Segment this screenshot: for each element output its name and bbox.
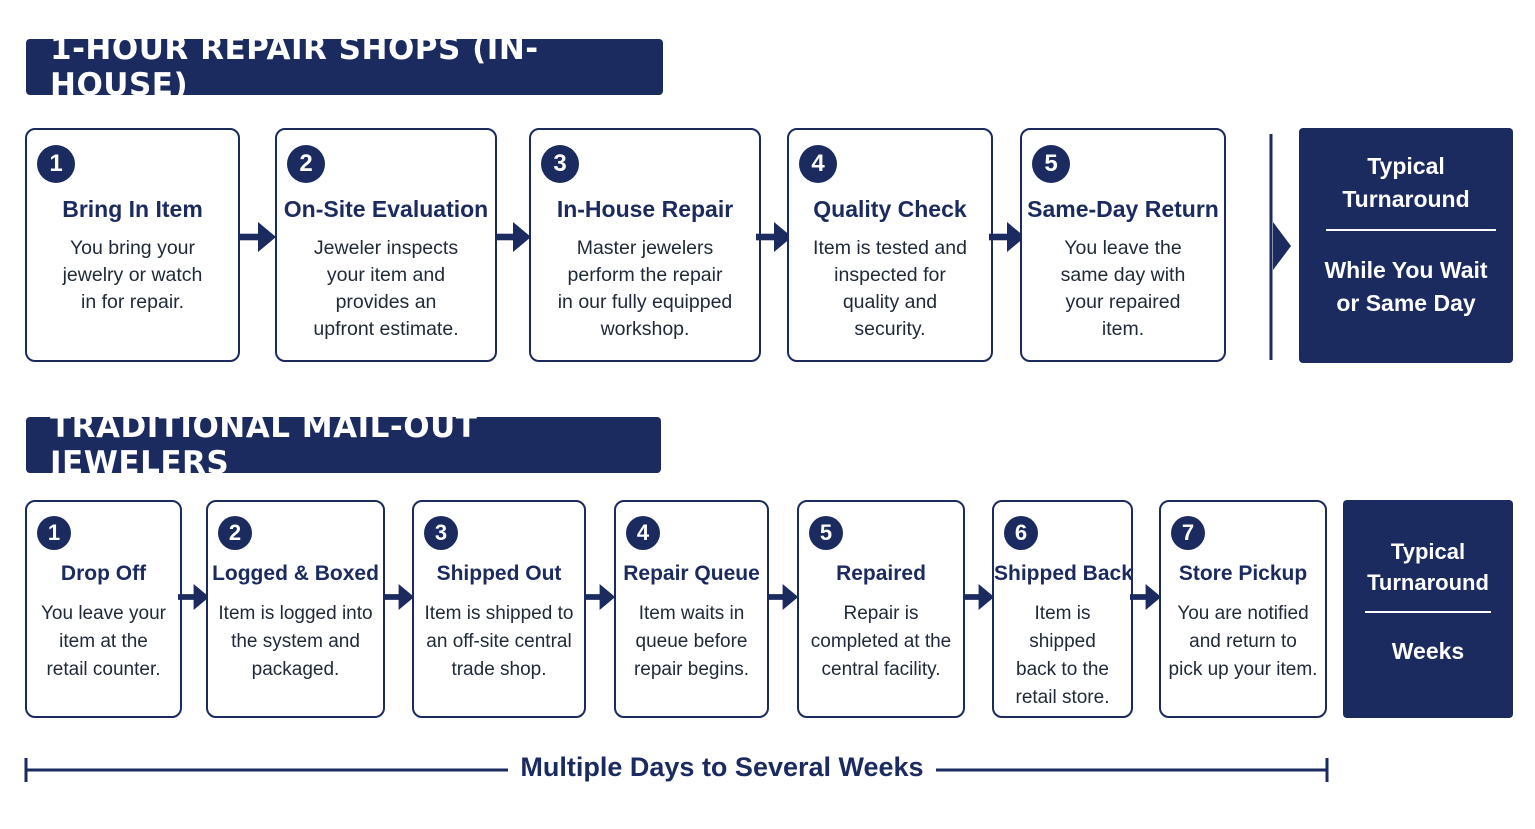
step-card xyxy=(992,500,1133,718)
turnaround-value xyxy=(1299,254,1513,320)
mail-out-heading: TRADITIONAL MAIL-OUT JEWELERS xyxy=(26,417,661,473)
step-description-line: retail store. xyxy=(1015,687,1110,708)
step-description xyxy=(537,235,753,343)
step-number-badge: 1 xyxy=(37,145,75,183)
step-description-line: and return to xyxy=(1189,631,1297,652)
step-number-badge: 2 xyxy=(287,145,325,183)
step-description-line: the system and xyxy=(231,631,360,652)
step-description-line: repair begins. xyxy=(633,659,750,680)
step-arrow-icon xyxy=(1130,584,1161,610)
step-title: Repair Queue xyxy=(623,562,760,585)
step-description-line: pick up your item. xyxy=(1168,659,1318,680)
turnaround-label-line: Typical xyxy=(1367,153,1445,179)
step-card xyxy=(25,128,240,362)
step-description-line: You leave your xyxy=(40,603,166,624)
step-description-line: item at the xyxy=(59,631,148,652)
step-description-line: You bring your xyxy=(69,237,196,259)
step-description xyxy=(622,600,761,684)
step-description xyxy=(795,235,985,343)
step-description xyxy=(33,600,174,684)
step-description-line: same day with xyxy=(1060,264,1186,286)
step-description-line: central facility. xyxy=(821,659,941,680)
step-description-line: back to the xyxy=(1016,659,1109,680)
turnaround-label xyxy=(1343,536,1513,598)
step-description-line: an off-site central xyxy=(426,631,572,652)
step-description-line: in for repair. xyxy=(81,291,184,313)
step-title: Logged & Boxed xyxy=(212,562,379,585)
turnaround-value-line: Weeks xyxy=(1391,638,1465,664)
step-description-line: trade shop. xyxy=(451,659,547,680)
step-description xyxy=(283,235,489,343)
step-card xyxy=(206,500,385,718)
step-arrow-icon xyxy=(240,222,276,252)
turnaround-value-line: or Same Day xyxy=(1336,290,1476,316)
mail-out-turnaround-box xyxy=(1343,500,1513,718)
turnaround-divider xyxy=(1326,229,1496,231)
step-description-line: perform the repair xyxy=(567,264,723,286)
step-description-line: Item is shipped xyxy=(1029,603,1096,652)
step-description-line: workshop. xyxy=(600,318,690,340)
step-description-line: Master jewelers xyxy=(576,237,714,259)
step-arrow-icon xyxy=(383,584,414,610)
step-card xyxy=(275,128,497,362)
step-number-badge: 6 xyxy=(1004,516,1038,550)
step-title: On-Site Evaluation xyxy=(283,196,489,222)
step-description-line: your item and xyxy=(326,264,446,286)
in-house-turnaround-box xyxy=(1299,128,1513,363)
step-description-line: Item is tested and xyxy=(813,237,967,259)
turnaround-value xyxy=(1343,636,1513,667)
step-description-line: packaged. xyxy=(251,659,340,680)
step-title: Repaired xyxy=(836,562,926,585)
step-description xyxy=(33,235,232,316)
step-description xyxy=(1000,600,1125,712)
step-description xyxy=(214,600,377,684)
step-card xyxy=(412,500,586,718)
step-arrow-icon xyxy=(178,584,209,610)
step-description-line: Repair is xyxy=(843,603,919,624)
in-house-divider xyxy=(1265,130,1295,365)
step-title: Store Pickup xyxy=(1178,562,1308,585)
step-description-line: item. xyxy=(1101,318,1145,340)
step-title: Quality Check xyxy=(813,196,967,222)
step-description-line: inspected for xyxy=(834,264,946,286)
step-description-line: security. xyxy=(854,318,926,340)
step-description xyxy=(420,600,578,684)
step-description-line: quality and xyxy=(842,291,938,313)
step-description-line: provides an xyxy=(335,291,437,313)
step-description-line: Item is logged into xyxy=(218,603,373,624)
step-description xyxy=(1167,600,1319,684)
step-arrow-icon xyxy=(584,584,615,610)
step-title: Shipped Out xyxy=(436,562,562,585)
step-description xyxy=(1028,235,1218,343)
step-card xyxy=(529,128,761,362)
step-card xyxy=(787,128,993,362)
step-card xyxy=(1020,128,1226,362)
divider-arrow-icon xyxy=(1273,222,1291,270)
step-title: Bring In Item xyxy=(62,196,203,222)
step-number-badge: 4 xyxy=(626,516,660,550)
in-house-heading: 1-HOUR REPAIR SHOPS (IN-HOUSE) xyxy=(26,39,663,95)
turnaround-label-line: Typical xyxy=(1390,539,1466,564)
step-number-badge: 3 xyxy=(541,145,579,183)
step-description-line: You are notified xyxy=(1177,603,1309,624)
step-number-badge: 5 xyxy=(809,516,843,550)
step-title: Drop Off xyxy=(60,562,147,585)
step-description-line: queue before xyxy=(635,631,748,652)
timeline-label: Multiple Days to Several Weeks xyxy=(520,752,924,782)
step-title: Shipped Back xyxy=(994,562,1133,585)
turnaround-label xyxy=(1299,150,1513,216)
step-number-badge: 7 xyxy=(1171,516,1205,550)
step-number-badge: 1 xyxy=(37,516,71,550)
step-description-line: Item is shipped to xyxy=(424,603,574,624)
step-description-line: You leave the xyxy=(1064,237,1182,259)
step-arrow-icon xyxy=(495,222,531,252)
turnaround-divider xyxy=(1365,611,1491,613)
step-arrow-icon xyxy=(767,584,798,610)
step-description-line: in our fully equipped xyxy=(557,291,733,313)
step-description-line: jewelry or watch xyxy=(62,264,203,286)
step-description xyxy=(805,600,957,684)
step-card xyxy=(614,500,769,718)
step-description-line: your repaired xyxy=(1065,291,1181,313)
step-description-line: Jeweler inspects xyxy=(313,237,459,259)
step-number-badge: 2 xyxy=(218,516,252,550)
step-description-line: retail counter. xyxy=(46,659,161,680)
step-title: In-House Repair xyxy=(556,196,734,222)
step-card xyxy=(25,500,182,718)
step-title: Same-Day Return xyxy=(1027,196,1219,222)
step-card xyxy=(1159,500,1327,718)
step-number-badge: 3 xyxy=(424,516,458,550)
step-description-line: completed at the xyxy=(810,631,952,652)
step-number-badge: 4 xyxy=(799,145,837,183)
step-description-line: upfront estimate. xyxy=(313,318,459,340)
step-description-line: Item waits in xyxy=(638,603,745,624)
step-number-badge: 5 xyxy=(1032,145,1070,183)
turnaround-value-line: While You Wait xyxy=(1324,257,1488,283)
turnaround-label-line: Turnaround xyxy=(1342,186,1470,212)
step-card xyxy=(797,500,965,718)
turnaround-label-line: Turnaround xyxy=(1367,570,1489,595)
step-arrow-icon xyxy=(963,584,994,610)
